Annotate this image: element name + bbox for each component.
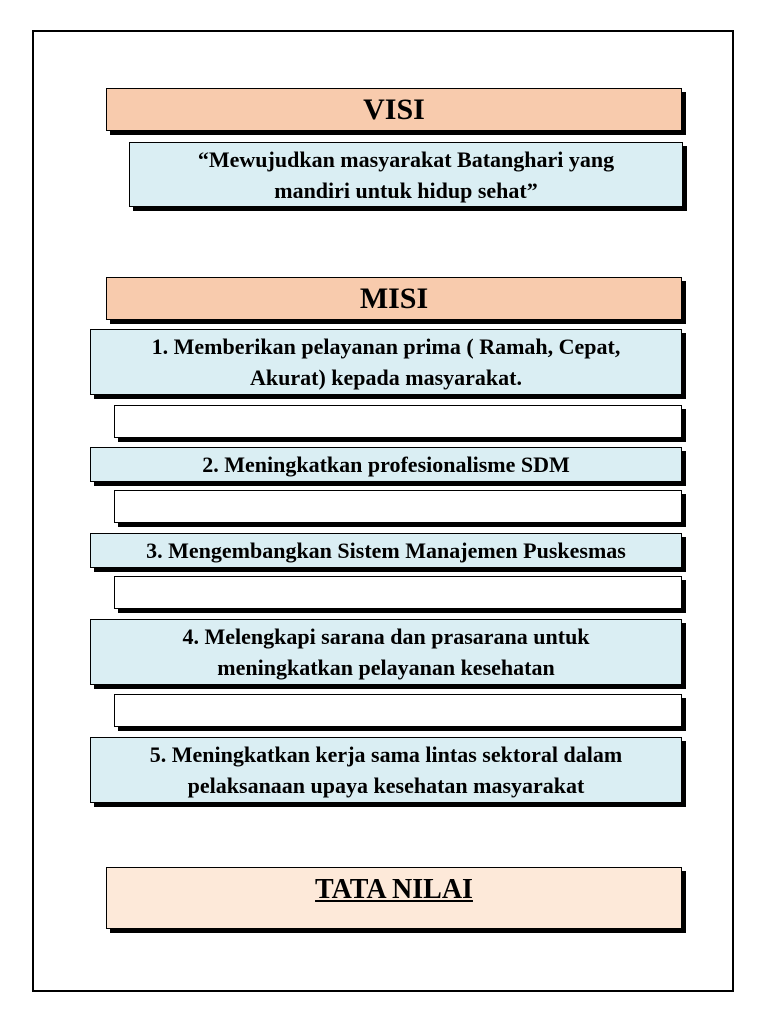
misi-item-5-line-1: 5. Meningkatkan kerja sama lintas sektoral dalam [149, 742, 623, 767]
misi-spacer-2 [114, 490, 682, 523]
misi-item-1-line-2: Akurat) kepada masyarakat. [250, 365, 522, 390]
misi-item-1 [90, 329, 682, 395]
visi-heading: VISI [363, 92, 425, 126]
misi-item-5-line-2: pelaksanaan upaya kesehatan masyarakat [187, 773, 585, 798]
misi-spacer-4 [114, 694, 682, 727]
visi-heading-box [106, 88, 682, 131]
misi-spacer-1 [114, 405, 682, 438]
misi-item-4-line-1: 4. Melengkapi sarana dan prasarana untuk [182, 624, 590, 649]
visi-line-2: mandiri untuk hidup sehat” [274, 177, 538, 203]
tata-nilai-heading: TATA NILAI [315, 874, 473, 905]
misi-item-4-line-2: meningkatkan pelayanan kesehatan [217, 655, 555, 680]
misi-item-1-line-1: 1. Memberikan pelayanan prima ( Ramah, Cepat, [151, 334, 621, 359]
misi-item-4 [90, 619, 682, 685]
misi-heading-box [106, 277, 682, 320]
misi-spacer-3 [114, 576, 682, 609]
misi-heading: MISI [359, 281, 429, 315]
misi-item-2-text: 2. Meningkatkan profesionalisme SDM [202, 452, 570, 477]
misi-item-2 [90, 447, 682, 482]
misi-item-3 [90, 533, 682, 568]
tata-nilai-box [106, 867, 682, 929]
misi-item-5 [90, 737, 682, 803]
visi-line-1: “Mewujudkan masyarakat Batanghari yang [197, 146, 615, 172]
misi-item-3-text: 3. Mengembangkan Sistem Manajemen Puskesmas [146, 538, 626, 563]
visi-statement-box [129, 142, 683, 207]
